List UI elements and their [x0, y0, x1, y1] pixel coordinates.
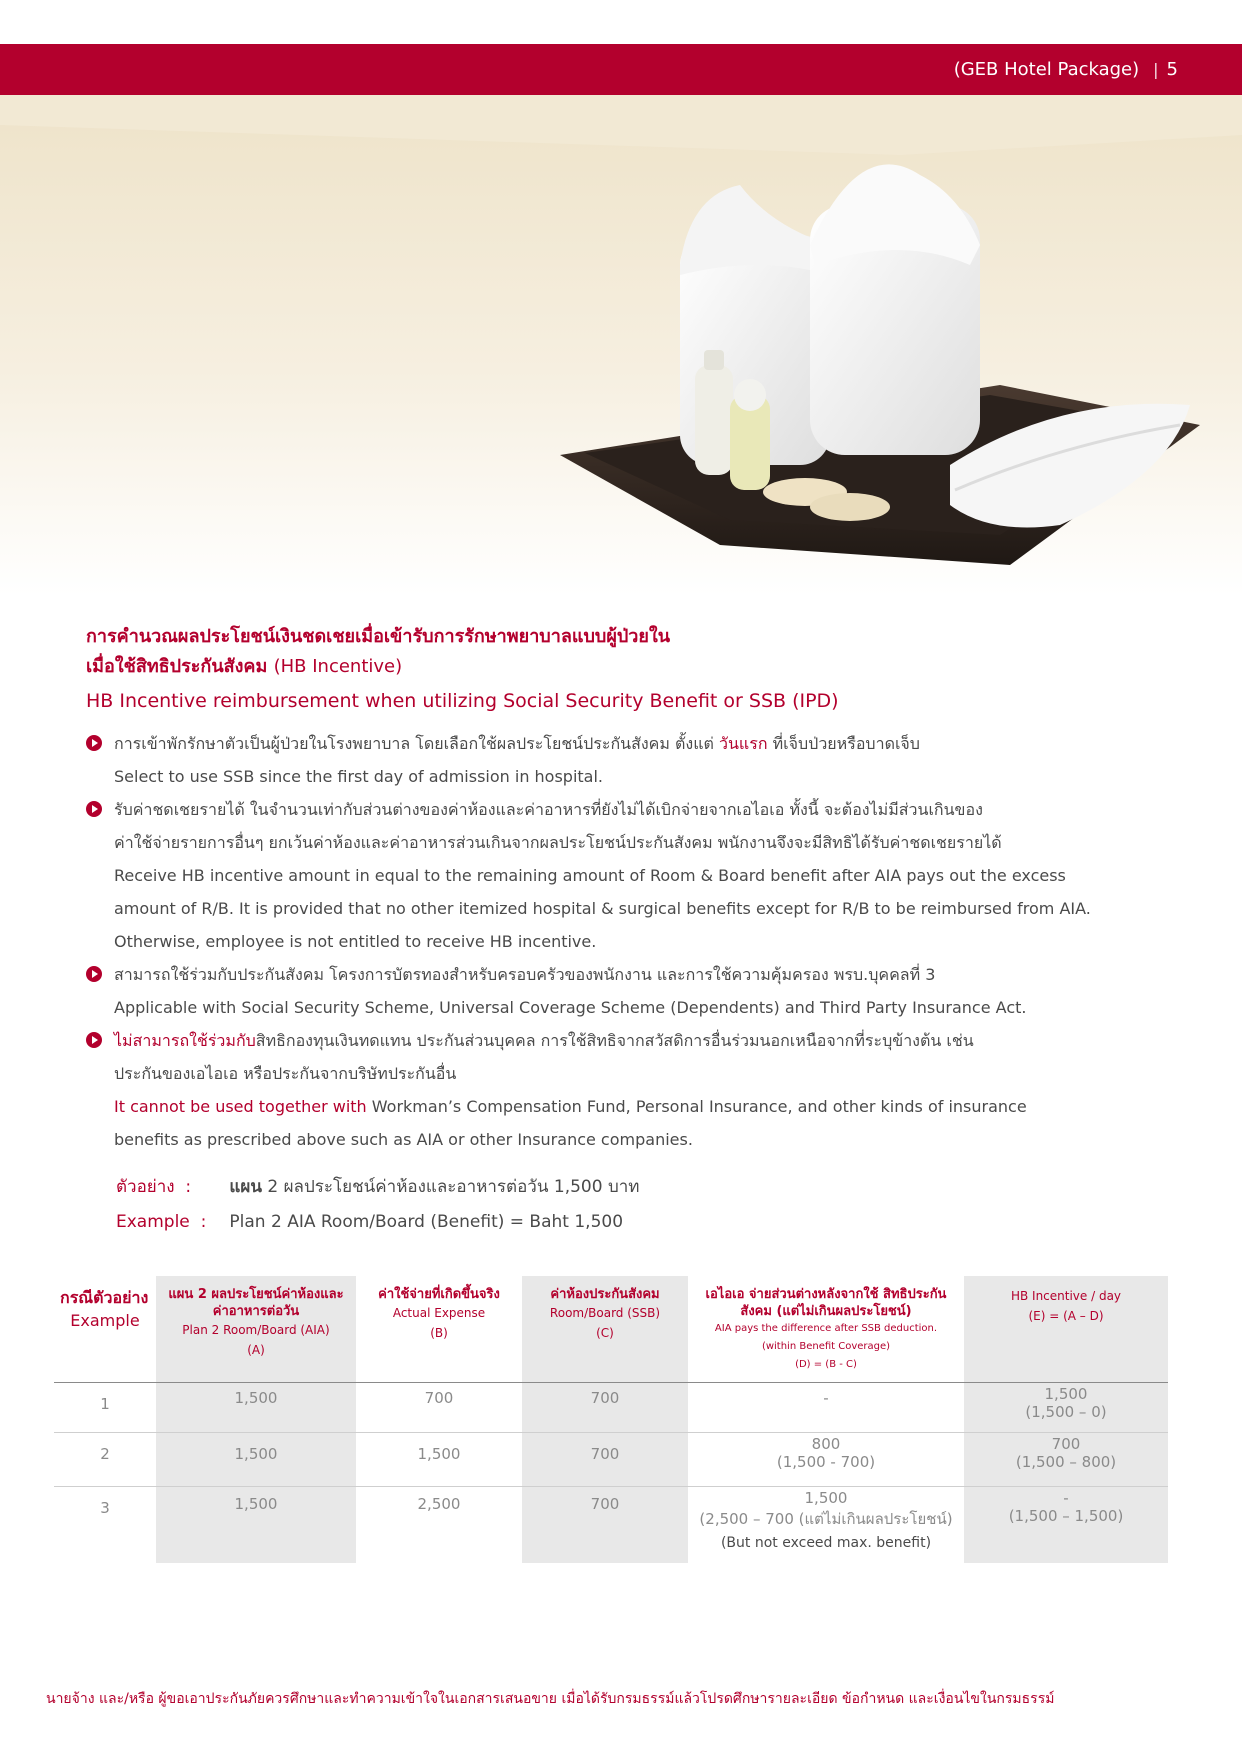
- header-ssb-code: (C): [596, 1326, 614, 1340]
- cell-b: 1,500: [356, 1433, 522, 1487]
- header-actual-th: ค่าใช้จ่ายที่เกิดขึ้นจริง: [378, 1287, 500, 1302]
- cell-e: [964, 1487, 1168, 1563]
- b1-th-b: ที่เจ็บป่วยหรือบาดเจ็บ: [772, 734, 920, 753]
- calculation-table: [54, 1276, 1168, 1563]
- bullet-arrow-icon: [86, 1032, 102, 1048]
- bullet-item-1: [86, 727, 1166, 793]
- cell-d-value: 1,500: [804, 1489, 848, 1507]
- cell-d-value: 800: [811, 1435, 841, 1453]
- example-block: [116, 1170, 640, 1240]
- b1-en: Select to use SSB since the first day of admission in hospital.: [114, 767, 604, 786]
- title-en: HB Incentive reimbursement when utilizing Social Security Benefit or SSB (IPD): [86, 690, 839, 712]
- section-title: [86, 622, 1186, 716]
- cell-c: 700: [522, 1433, 688, 1487]
- cell-a: 1,500: [156, 1433, 356, 1487]
- b2-th-1: รับค่าชดเชยรายได้ ในจำนวนเท่ากับส่วนต่างของค่าห้องและค่าอาหารที่ยังไม่ได้เบิกจ่ายจากเอไอเอ ทั้งนี้ จะต้องไม่มีส่วนเกินของ: [114, 800, 983, 819]
- cell-e-formula: (1,500 – 800): [1015, 1453, 1117, 1471]
- b4-en-2: benefits as prescribed above such as AIA or other Insurance companies.: [114, 1130, 693, 1149]
- b4-en-highlight: It cannot be used together with: [114, 1097, 367, 1116]
- b3-th: สามารถใช้ร่วมกับประกันสังคม โครงการบัตรทองสำหรับครอบครัวของพนักงาน และการใช้ความคุ้มครอง พรบ.บุคคลที่ 3: [114, 965, 936, 984]
- cell-c: 700: [522, 1487, 688, 1563]
- title-tag: (HB Incentive): [273, 656, 403, 677]
- header-plan2: [156, 1276, 356, 1383]
- header-plan2-code: (A): [247, 1343, 265, 1357]
- header-aia-code: (D) = (B - C): [795, 1359, 857, 1370]
- b2-en-3: Otherwise, employee is not entitled to receive HB incentive.: [114, 932, 597, 951]
- cell-e: [964, 1433, 1168, 1487]
- cell-c: 700: [522, 1383, 688, 1433]
- header-case-en: Example: [70, 1311, 140, 1330]
- header-aia-en2: (within Benefit Coverage): [761, 1341, 891, 1352]
- cell-a: 1,500: [156, 1487, 356, 1563]
- cell-case: 3: [54, 1487, 156, 1563]
- header-hb-incentive: [964, 1276, 1168, 1383]
- cell-e-formula: (1,500 – 1,500): [1008, 1507, 1124, 1525]
- table-row: [54, 1433, 1168, 1487]
- cell-e-value: 700: [1051, 1435, 1081, 1453]
- header-plan2-th: แผน 2 ผลประโยชน์ค่าห้องและ ค่าอาหารต่อวัน: [168, 1287, 344, 1319]
- header-case: [54, 1276, 156, 1383]
- bullet-arrow-icon: [86, 966, 102, 982]
- b1-th-a: การเข้าพักรักษาตัวเป็นผู้ป่วยในโรงพยาบาล โดยเลือกใช้ผลประโยชน์ประกันสังคม ตั้งแต่: [114, 734, 714, 753]
- bullet-arrow-icon: [86, 735, 102, 751]
- b3-en: Applicable with Social Security Scheme, Universal Coverage Scheme (Dependents) and Third Party Insurance Act.: [114, 998, 1027, 1017]
- cell-e-formula: (1,500 – 0): [1025, 1403, 1107, 1421]
- cell-b: 700: [356, 1383, 522, 1433]
- b4-th-1: สิทธิกองทุนเงินทดแทน ประกันส่วนบุคคล การใช้สิทธิจากสวัสดิการอื่นร่วมนอกเหนือจากที่ระบุข้างต้น เช่น: [255, 1031, 974, 1050]
- header-aia-th: เอไอเอ จ่ายส่วนต่างหลังจากใช้ สิทธิประกันสังคม (แต่ไม่เกินผลประโยชน์): [705, 1287, 947, 1319]
- header-hb-code: (E) = (A – D): [1028, 1309, 1104, 1323]
- example-en-text: Plan 2 AIA Room/Board (Benefit) = Baht 1,500: [229, 1212, 624, 1232]
- header-case-th: กรณีตัวอย่าง: [60, 1288, 149, 1307]
- cell-a: 1,500: [156, 1383, 356, 1433]
- header-bar: [0, 44, 1242, 95]
- cell-d: [688, 1433, 964, 1487]
- cell-d-value: -: [823, 1389, 829, 1407]
- b4-th-2: ประกันของเอไอเอ หรือประกันจากบริษัทประกันอื่น: [114, 1064, 457, 1083]
- header-ssb-th: ค่าห้องประกันสังคม: [550, 1287, 660, 1302]
- cell-e: [964, 1383, 1168, 1433]
- header-plan2-en: Plan 2 Room/Board (AIA): [182, 1323, 330, 1337]
- document-title: (GEB Hotel Package): [953, 59, 1140, 80]
- example-th-plan: แผน: [229, 1177, 262, 1197]
- header-separator: |: [1153, 60, 1159, 79]
- cell-e-value: 1,500: [1044, 1385, 1088, 1403]
- header-aia-pays: [688, 1276, 964, 1383]
- example-th-label: ตัวอย่าง: [116, 1177, 175, 1197]
- b2-en-2: amount of R/B. It is provided that no other itemized hospital & surgical benefits except for R/B to be reimbursed from AIA.: [114, 899, 1091, 918]
- example-th-text: ผลประโยชน์ค่าห้องและอาหารต่อวัน 1,500 บาท: [283, 1177, 640, 1197]
- cell-b: 2,500: [356, 1487, 522, 1563]
- header-hb-en: HB Incentive / day: [1010, 1289, 1122, 1303]
- hero-image: [0, 95, 1242, 595]
- table-header-row: [54, 1276, 1168, 1383]
- header-aia-en1: AIA pays the difference after SSB deduction.: [714, 1323, 938, 1334]
- header-ssb-en: Room/Board (SSB): [549, 1306, 661, 1320]
- cell-e-value: -: [1063, 1489, 1069, 1507]
- b4-th-highlight: ไม่สามารถใช้ร่วมกับ: [114, 1031, 256, 1050]
- cell-d-formula: (1,500 - 700): [776, 1453, 876, 1471]
- footer-disclaimer: นายจ้าง และ/หรือ ผู้ขอเอาประกันภัยควรศึกษาและทำความเข้าใจในเอกสารเสนอขาย เมื่อได้รับกรมธรรม์แล้วโปรดศึกษารายละเอียด ข้อกำหนด และเงื่อนไขในกรมธรรม์: [46, 1691, 1055, 1707]
- bullet-item-2: [86, 793, 1166, 958]
- example-en: [116, 1205, 640, 1240]
- header-actual-en: Actual Expense: [392, 1306, 486, 1320]
- bullet-arrow-icon: [86, 801, 102, 817]
- cell-case: 2: [54, 1433, 156, 1487]
- title-th-line2: เมื่อใช้สิทธิประกันสังคม: [86, 656, 268, 677]
- example-en-label: Example: [116, 1212, 190, 1232]
- header-actual-expense: [356, 1276, 522, 1383]
- header-ssb-room: [522, 1276, 688, 1383]
- cell-case: 1: [54, 1383, 156, 1433]
- b2-en-1: Receive HB incentive amount in equal to the remaining amount of Room & Board benefit after AIA pays out the excess: [114, 866, 1066, 885]
- cell-d-note: (But not exceed max. benefit): [720, 1535, 932, 1551]
- table-row: [54, 1487, 1168, 1563]
- example-th: [116, 1170, 640, 1205]
- b1-th-highlight: วันแรก: [719, 734, 768, 753]
- table-row: [54, 1383, 1168, 1433]
- towel-tray-illustration: [0, 95, 1242, 595]
- bullet-item-3: [86, 958, 1166, 1024]
- example-th-plan-num: 2: [267, 1177, 279, 1197]
- cell-d-formula: (2,500 – 700 (แต่ไม่เกินผลประโยชน์): [699, 1510, 953, 1528]
- benefit-bullets: [86, 727, 1166, 1156]
- page-number: 5: [1166, 59, 1178, 80]
- b2-th-2: ค่าใช้จ่ายรายการอื่นๆ ยกเว้นค่าห้องและค่าอาหารส่วนเกินจากผลประโยชน์ประกันสังคม พนักงานจึงจะมีสิทธิได้รับค่าชดเชยรายได้: [114, 833, 1002, 852]
- cell-d: [688, 1487, 964, 1563]
- bullet-item-4: [86, 1024, 1166, 1156]
- b4-en-1: Workman’s Compensation Fund, Personal Insurance, and other kinds of insurance: [371, 1097, 1027, 1116]
- header-actual-code: (B): [430, 1326, 448, 1340]
- title-th-line1: การคำนวณผลประโยชน์เงินชดเชยเมื่อเข้ารับการรักษาพยาบาลแบบผู้ป่วยใน: [86, 626, 671, 647]
- example-th-colon: :: [185, 1177, 192, 1197]
- example-en-colon: :: [200, 1212, 207, 1232]
- cell-d: [688, 1383, 964, 1433]
